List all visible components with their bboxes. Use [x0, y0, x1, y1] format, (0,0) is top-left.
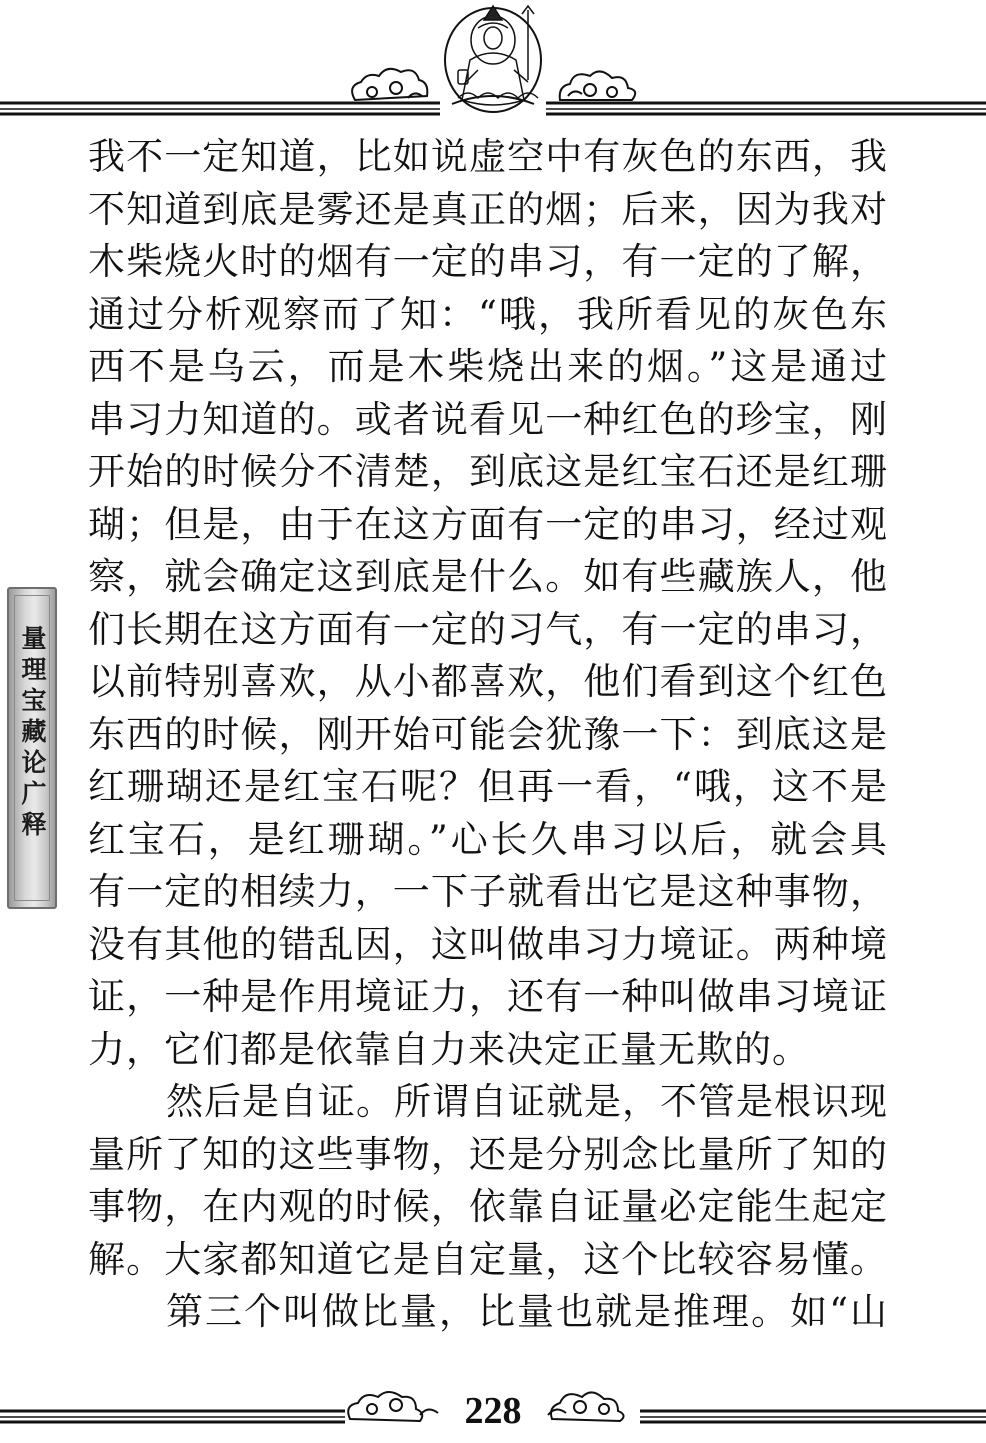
page-number: 228	[464, 1390, 522, 1432]
text-line: 我不一定知道，比如说虚空中有灰色的东西，我	[88, 135, 888, 178]
paragraph-start-line: 第三个叫做比量，比量也就是推理。如“山	[166, 1290, 888, 1333]
cloud-scroll-right-icon	[560, 71, 635, 100]
text-line: 木柴烧火时的烟有一定的串习，有一定的了解，	[88, 240, 888, 283]
text-line: 有一定的相续力，一下子就看出它是这种事物，	[88, 870, 888, 913]
text-line: 事物，在内观的时候，依靠自证量必定能生起定	[88, 1185, 888, 1228]
text-line: 通过分析观察而了知：“哦，我所看见的灰色东	[88, 292, 888, 336]
footer	[0, 1375, 986, 1443]
text-line: 量所了知的这些事物，还是分别念比量所了知的	[88, 1132, 888, 1176]
text-line: 证，一种是作用境证力，还有一种叫做串习境证	[88, 975, 888, 1018]
text-line: 不知道到底是雾还是真正的烟；后来，因为我对	[88, 187, 888, 231]
paragraph-start-line: 然后是自证。所谓自证就是，不管是根识现	[166, 1080, 888, 1123]
book-title: 量理宝藏论广释	[18, 625, 47, 842]
header-ornament	[0, 0, 986, 130]
body-text	[88, 131, 888, 1339]
text-line: 力，它们都是依靠自力来决定正量无欺的。	[88, 1027, 810, 1071]
text-line: 没有其他的错乱因，这叫做串习力境证。两种境	[88, 922, 888, 966]
cloud-scroll-left-icon	[352, 69, 427, 100]
header-decoration	[0, 0, 986, 130]
text-line: 东西的时候，刚开始可能会犹豫一下：到底这是	[88, 712, 888, 756]
text-line: 察，就会确定这到底是什么。如有些藏族人，他	[88, 555, 888, 598]
text-line: 串习力知道的。或者说看见一种红色的珍宝，刚	[88, 397, 888, 441]
text-line: 以前特别喜欢，从小都喜欢，他们看到这个红色	[88, 660, 888, 703]
footer-cloud-right-icon	[548, 1392, 624, 1421]
text-line: 红珊瑚还是红宝石呢？但再一看，“哦，这不是	[88, 765, 888, 808]
text-line: 们长期在这方面有一定的习气，有一定的串习，	[88, 607, 888, 651]
side-tab	[7, 587, 57, 909]
text-line: 瑚；但是，由于在这方面有一定的串习，经过观	[88, 502, 888, 546]
text-line: 西不是乌云，而是木柴烧出来的烟。”这是通过	[88, 345, 888, 388]
footer-cloud-left-icon	[348, 1392, 438, 1421]
deity-figure-icon	[445, 6, 541, 112]
text-line: 开始的时候分不清楚，到底这是红宝石还是红珊	[88, 450, 888, 493]
text-line: 红宝石，是红珊瑚。”心长久串习以后，就会具	[88, 817, 888, 861]
text-line: 解。大家都知道它是自定量，这个比较容易懂。	[88, 1237, 888, 1281]
